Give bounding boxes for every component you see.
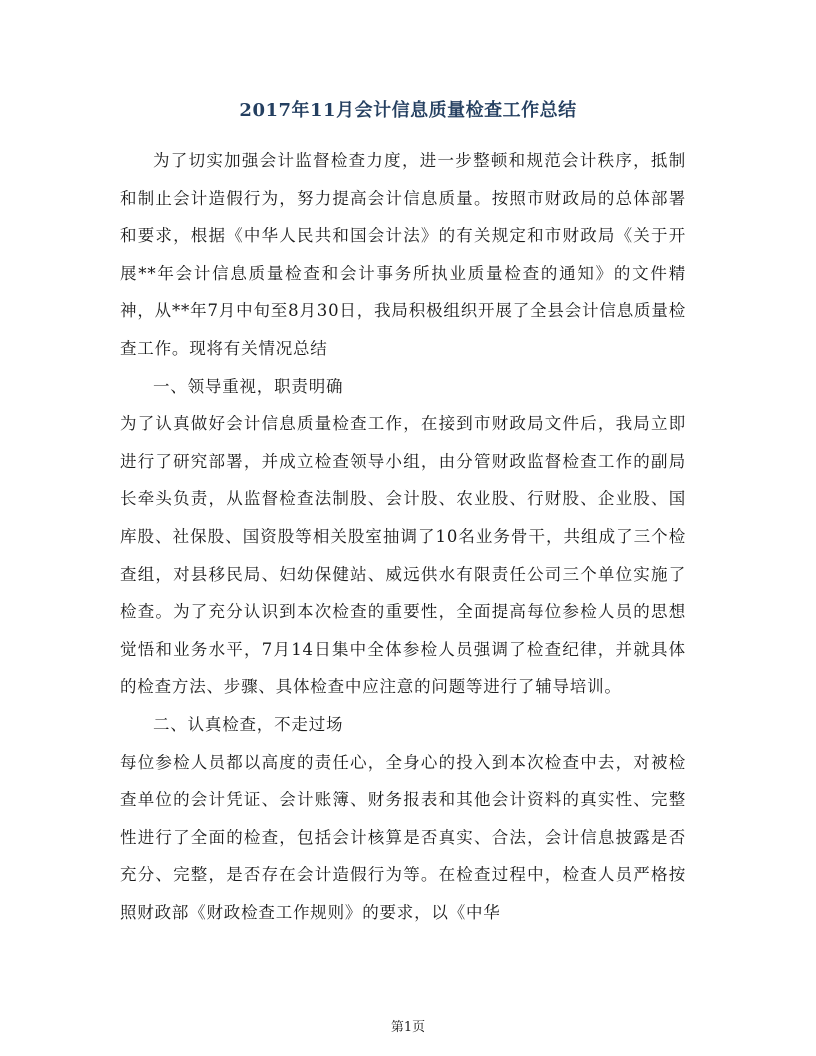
leadership-paragraph: 为了认真做好会计信息质量检查工作，在接到市财政局文件后，我局立即进行了研究部署，并成立检查领导小组，由分管财政监督检查工作的副局长牵头负责，从监督检查法制股、会计股、农业股、行财股、企业股、国库股、社保股、国资股等相关股室抽调了10名业务骨干，共组成了三个检查组，对县移民局、妇幼保健站、威远供水有限责任公司三个单位实施了检查。为了充分认识到本次检查的重要性，全面提高每位参检人员的思想觉悟和业务水平，7月14日集中全体参检人员强调了检查纪律，并就具体的检查方法、步骤、具体检查中应注意的问题等进行了辅导培训。 (120, 414, 686, 697)
document-title: 2017年11月会计信息质量检查工作总结 (239, 100, 577, 121)
section-heading-inspection: 二、认真检查，不走过场 (153, 714, 344, 734)
page-number: 第1页 (390, 1020, 426, 1035)
section-heading-leadership: 一、领导重视，职责明确 (153, 376, 344, 396)
intro-paragraph: 为了切实加强会计监督检查力度，进一步整顿和规范会计秩序，抵制和制止会计造假行为，努力提高会计信息质量。按照市财政局的总体部署和要求，根据《中华人民共和国会计法》的有关规定和市财政局《关于开展**年会计信息质量检查和会计事务所执业质量检查的通知》的文件精神，从**年7月中旬至8月30日，我局积极组织开展了全县会计信息质量检查工作。现将有关情况总结 (120, 151, 686, 358)
document-body (120, 142, 686, 931)
inspection-paragraph: 每位参检人员都以高度的责任心，全身心的投入到本次检查中去，对被检查单位的会计凭证、会计账簿、财务报表和其他会计资料的真实性、完整性进行了全面的检查，包括会计核算是否真实、合法，会计信息披露是否充分、完整，是否存在会计造假行为等。在检查过程中，检查人员严格按照财政部《财政检查工作规则》的要求，以《中华 (120, 752, 686, 922)
